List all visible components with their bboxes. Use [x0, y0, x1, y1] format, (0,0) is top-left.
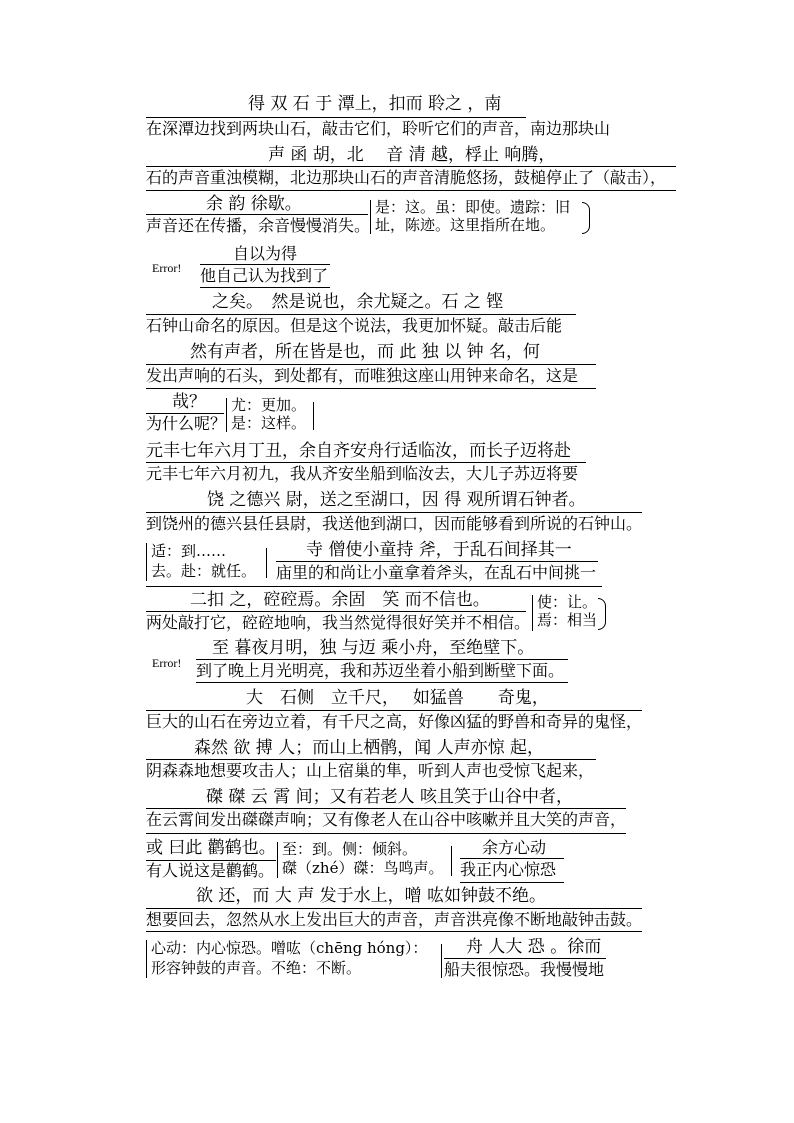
- underline: [146, 512, 642, 513]
- classical-line: 森然 欲 搏 人；而山上栖鹘，闻 人声亦惊 起，: [194, 738, 545, 758]
- annotation-line: 焉：相当: [537, 611, 598, 629]
- translation-line: 发出声响的石头，到处都有，而唯独这座山用钟来命名，这是: [146, 366, 579, 385]
- translation-line: 庙里的和尚让小童拿着斧头，在乱石中间挑一: [276, 563, 597, 582]
- classical-line: 磔 磔 云 霄 间；又有若老人 咳且笑于山谷中者，: [206, 787, 574, 807]
- classical-line: 余 韵 徐歇。: [206, 194, 302, 214]
- error-marker: Error!: [152, 656, 182, 670]
- classical-line: 或 曰此 鹳鹤也。: [146, 838, 276, 858]
- translation-line: 到了晚上月光明亮，我和苏迈坐着小船到断壁下面。: [196, 661, 565, 680]
- note-bracket-right: [441, 944, 442, 978]
- classical-line: 寺 僧使小童持 斧，于乱石间择其一: [306, 540, 572, 560]
- classical-line: 余方心动: [482, 838, 547, 857]
- translation-line: 在深潭边找到两块山石，敲击它们，聆听它们的声音，南边那块山: [146, 119, 611, 138]
- annotation-line: 是：这。虽：即使。遗踪：旧: [375, 198, 571, 216]
- translation-line: 元丰七年六月初九，我从齐安坐船到临汝去，大儿子苏迈将要: [146, 464, 579, 483]
- classical-line: 之矣。 然是说也，余尤疑之。石 之 铿: [212, 292, 504, 312]
- classical-line: 然有声者，所在皆是也，而 此 独 以 钟 名，何: [190, 342, 541, 362]
- translation-line: 阴森森地想要攻击人；山上宿巢的隼，听到人声也受惊飞起来，: [146, 761, 595, 780]
- annotation-line: 至：到。侧：倾斜。: [282, 840, 418, 858]
- note-bracket-left: [532, 595, 533, 631]
- error-marker: Error!: [152, 261, 182, 275]
- classical-line: 大 石侧 立千尺， 如猛兽 奇鬼，: [246, 688, 549, 708]
- note-bracket-right: [266, 548, 267, 578]
- underline: [196, 682, 568, 683]
- underline: [146, 314, 576, 315]
- translation-line: 石的声音重浊模糊，北边那块山石的声音清脆悠扬，鼓槌停止了（敲击），: [146, 168, 667, 187]
- note-bracket-left: [146, 543, 147, 581]
- classical-line: 元丰七年六月丁丑，余自齐安舟行适临汝，而长子迈将赴: [146, 441, 571, 461]
- classical-line: 得 双 石 于 潭上，扣而 聆之 ，南: [248, 94, 502, 114]
- underline: [146, 364, 596, 365]
- underline: [276, 561, 598, 562]
- underline: [146, 611, 526, 612]
- classical-line: 舟 人大 恐 。徐而: [466, 937, 602, 957]
- underline: [146, 388, 596, 389]
- underline: [146, 710, 642, 711]
- note-bracket-left: [277, 842, 278, 878]
- note-bracket-left: [226, 398, 227, 432]
- underline: [200, 287, 330, 288]
- underline: [146, 908, 642, 909]
- classical-line: 至 暮夜月明，独 与迈 乘小舟，至绝壁下。: [212, 638, 535, 658]
- underline: [146, 833, 626, 834]
- annotation-line: 是：这样。: [231, 414, 307, 432]
- note-bracket-left: [370, 200, 371, 234]
- annotation-line: 址，陈迹。这里指所在地。: [375, 216, 556, 234]
- translation-line: 为什么呢？: [146, 414, 227, 433]
- note-bracket-right: [598, 598, 606, 630]
- classical-line: 自以为得: [233, 244, 298, 263]
- underline: [146, 586, 602, 587]
- translation-line: 巨大的山石在旁边立着，有千尺之高，好像凶猛的野兽和奇异的鬼怪，: [146, 712, 643, 731]
- annotation-line: 去。赴：就任。: [151, 562, 257, 580]
- classical-line: 声 函 胡，北 音 清 越，桴止 响腾，: [268, 145, 556, 165]
- underline: [146, 214, 368, 215]
- translation-line: 两处敲打它，硿硿地响，我当然觉得很好笑并不相信。: [146, 613, 531, 632]
- classical-line: 二扣 之，硿硿焉。余固 笑 而不信也。: [190, 590, 490, 610]
- translation-line: 在云霄间发出磔磔声响；又有像老人在山谷中咳嗽并且大笑的声音，: [146, 810, 627, 829]
- note-bracket-left: [146, 940, 147, 978]
- classical-line: 饶 之德兴 尉，送之至湖口，因 得 观所谓石钟者。: [207, 490, 586, 510]
- translation-line: 到饶州的德兴县任县尉，我送他到湖口，因而能够看到所说的石钟山。: [146, 514, 643, 533]
- underline: [146, 808, 626, 809]
- translation-line: 有人说这是鹳鹤。: [146, 861, 275, 880]
- annotation-line: 磔（zhé）磔：鸟鸣声。: [282, 859, 444, 877]
- translation-line: 船夫很惊恐。我慢慢地: [444, 960, 605, 979]
- underline: [146, 931, 642, 932]
- annotation-line: 适：到……: [151, 542, 227, 560]
- translation-line: 想要回去，忽然从水上发出巨大的声音，声音洪亮像不断地敲钟击鼓。: [146, 910, 643, 929]
- underline: [146, 759, 596, 760]
- annotation-line: 使：让。: [537, 593, 598, 611]
- classical-line: 欲 还，而 大 声 发于水上，噌 吰如钟鼓不绝。: [196, 886, 547, 906]
- translation-line: 他自己认为找到了: [200, 266, 329, 285]
- underline: [146, 117, 526, 118]
- underline: [196, 659, 568, 660]
- annotation-line: 尤：更加。: [231, 396, 307, 414]
- underline: [460, 858, 564, 859]
- classical-line: 哉？: [172, 392, 206, 412]
- underline: [146, 166, 676, 167]
- translation-line: 我正内心惊恐: [460, 860, 557, 879]
- note-bracket-right: [582, 202, 590, 234]
- translation-line: 石钟山命名的原因。但是这个说法，我更加怀疑。敲击后能: [146, 316, 563, 335]
- underline: [146, 190, 676, 191]
- annotation-line: 心动：内心惊恐。噌吰（chēng hóng）：: [151, 939, 428, 957]
- underline: [146, 462, 586, 463]
- underline: [200, 264, 330, 265]
- annotation-line: 形容钟鼓的声音。不绝：不断。: [151, 959, 362, 977]
- note-bracket-right: [451, 846, 452, 876]
- translation-line: 声音还在传播，余音慢慢消失。: [146, 216, 371, 235]
- note-bracket-right: [313, 402, 314, 430]
- underline: [460, 882, 564, 883]
- underline: [444, 958, 606, 959]
